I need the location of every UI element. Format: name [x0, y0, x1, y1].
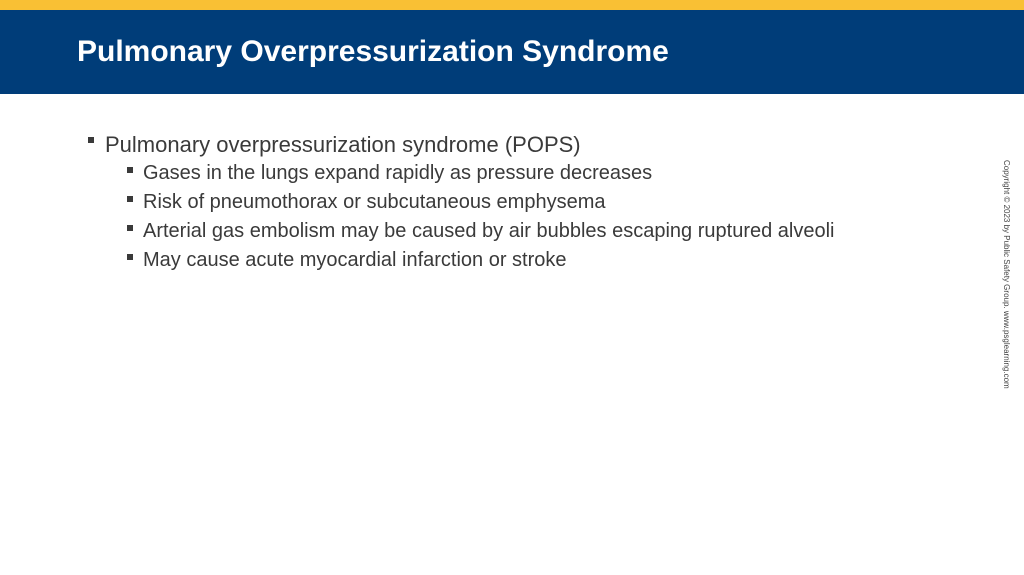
- square-bullet-icon: [127, 225, 133, 231]
- copyright-notice: Copyright © 2023 by Public Safety Group. www.psglearning.com: [1002, 160, 1011, 389]
- bullet-text: Pulmonary overpressurization syndrome (POPS): [105, 132, 581, 157]
- bullet-item-level-2: [85, 188, 965, 217]
- bullet-text: May cause acute myocardial infarction or stroke: [143, 249, 567, 271]
- bullet-item-level-2: [85, 159, 965, 188]
- accent-stripe: [0, 0, 1024, 10]
- bullet-text: Arterial gas embolism may be caused by air bubbles escaping ruptured alveoli: [143, 220, 835, 242]
- bullet-item-level-1: [85, 130, 965, 159]
- square-bullet-icon: [127, 196, 133, 202]
- bullet-list: [85, 130, 965, 275]
- square-bullet-icon: [127, 167, 133, 173]
- bullet-item-level-2: [85, 246, 965, 275]
- bullet-text: Gases in the lungs expand rapidly as pressure decreases: [143, 162, 653, 184]
- bullet-item-level-2: [85, 217, 965, 246]
- square-bullet-icon: [127, 254, 133, 260]
- slide-title: Pulmonary Overpressurization Syndrome: [77, 35, 669, 68]
- square-bullet-icon: [88, 137, 94, 143]
- bullet-text: Risk of pneumothorax or subcutaneous emphysema: [143, 191, 606, 213]
